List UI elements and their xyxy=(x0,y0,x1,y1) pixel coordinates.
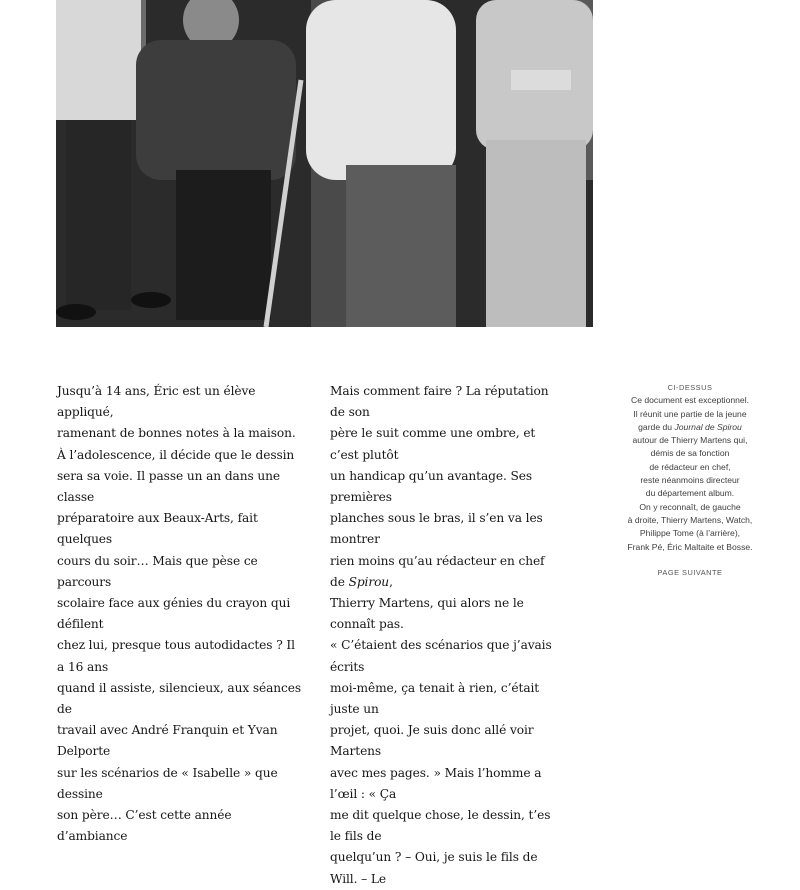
caption-line: reste néanmoins directeur xyxy=(640,475,740,486)
text-line: moi-même, ça tenait à rien, c’était juste un xyxy=(330,680,540,717)
text-line: scolaire face aux génies du crayon qui défilent xyxy=(57,596,291,632)
caption-line: On y reconnaît, de gauche xyxy=(639,501,741,512)
caption-kicker: CI-DESSUS xyxy=(667,383,713,392)
caption-line: à droite, Thierry Martens, Watch, xyxy=(627,514,753,525)
article-column-middle xyxy=(330,381,562,890)
text-line: ramenant de bonnes notes à la maison. xyxy=(57,426,296,441)
caption-line: Philippe Tome (à l’arrière), xyxy=(639,528,741,539)
magazine-title: Spirou xyxy=(348,574,390,589)
caption-line: démis de sa fonction xyxy=(650,448,730,459)
text-line: sera sa voie. Il passe un an dans une classe xyxy=(57,468,280,505)
text-line: projet, quoi. Je suis donc allé voir Martens xyxy=(330,723,534,759)
caption-line: autour de Thierry Martens qui, xyxy=(632,435,748,446)
text-fragment: , xyxy=(389,574,393,589)
photo-figures xyxy=(56,0,593,327)
text-line: planches sous le bras, il s’en va les montrer xyxy=(330,511,543,547)
text-line: chez lui, presque tous autodidactes ? Il a 16 ans xyxy=(57,638,295,674)
photo-caption xyxy=(600,381,780,579)
caption-line: de rédacteur en chef, xyxy=(649,461,731,472)
article-column-left xyxy=(57,381,305,847)
caption-line: Ce document est exceptionnel. xyxy=(631,395,749,406)
text-line: me dit quelque chose, le dessin, t’es le fils de xyxy=(330,808,551,844)
text-line: père le suit comme une ombre, et c’est plutôt xyxy=(330,426,536,462)
text-line: À l’adolescence, il décide que le dessin xyxy=(57,447,295,462)
text-line: un handicap qu’un avantage. Ses premières xyxy=(330,468,533,505)
caption-line xyxy=(600,421,780,434)
text-line xyxy=(330,551,562,593)
text-line: cours du soir… Mais que pèse ce parcours xyxy=(57,553,258,589)
text-line: travail avec André Franquin et Yvan Delporte xyxy=(57,723,278,759)
text-line: avec mes pages. » Mais l’homme a l’œil : « Ça xyxy=(330,765,542,801)
caption-line: Il réunit une partie de la jeune xyxy=(633,408,747,419)
caption-line: Frank Pé, Éric Maltaite et Bosse. xyxy=(627,541,753,552)
caption-fragment: garde du xyxy=(638,421,675,432)
text-line: « C’étaient des scénarios que j’avais écrits xyxy=(330,638,552,674)
text-line: sur les scénarios de « Isabelle » que dessine xyxy=(57,765,278,801)
text-line: Mais comment faire ? La réputation de son xyxy=(330,384,549,420)
text-line: son père… C’est cette année d’ambiance xyxy=(57,808,232,844)
text-line: quand il assiste, silencieux, aux séances de xyxy=(57,680,302,717)
text-line: préparatoire aux Beaux-Arts, fait quelques xyxy=(57,511,258,547)
text-line: quelqu’un ? – Oui, je suis le fils de Will. – Le xyxy=(330,850,538,886)
group-photo xyxy=(56,0,593,327)
caption-line: du département album. xyxy=(645,488,735,499)
text-line: Jusqu’à 14 ans, Éric est un élève appliqué, xyxy=(57,384,256,420)
caption-kicker-next: PAGE SUIVANTE xyxy=(657,567,723,577)
text-line: Thierry Martens, qui alors ne le connaît pas. xyxy=(330,596,524,632)
magazine-title: Journal de Spirou xyxy=(674,421,742,432)
text-fragment: rien moins qu’au rédacteur en chef de xyxy=(330,553,545,589)
